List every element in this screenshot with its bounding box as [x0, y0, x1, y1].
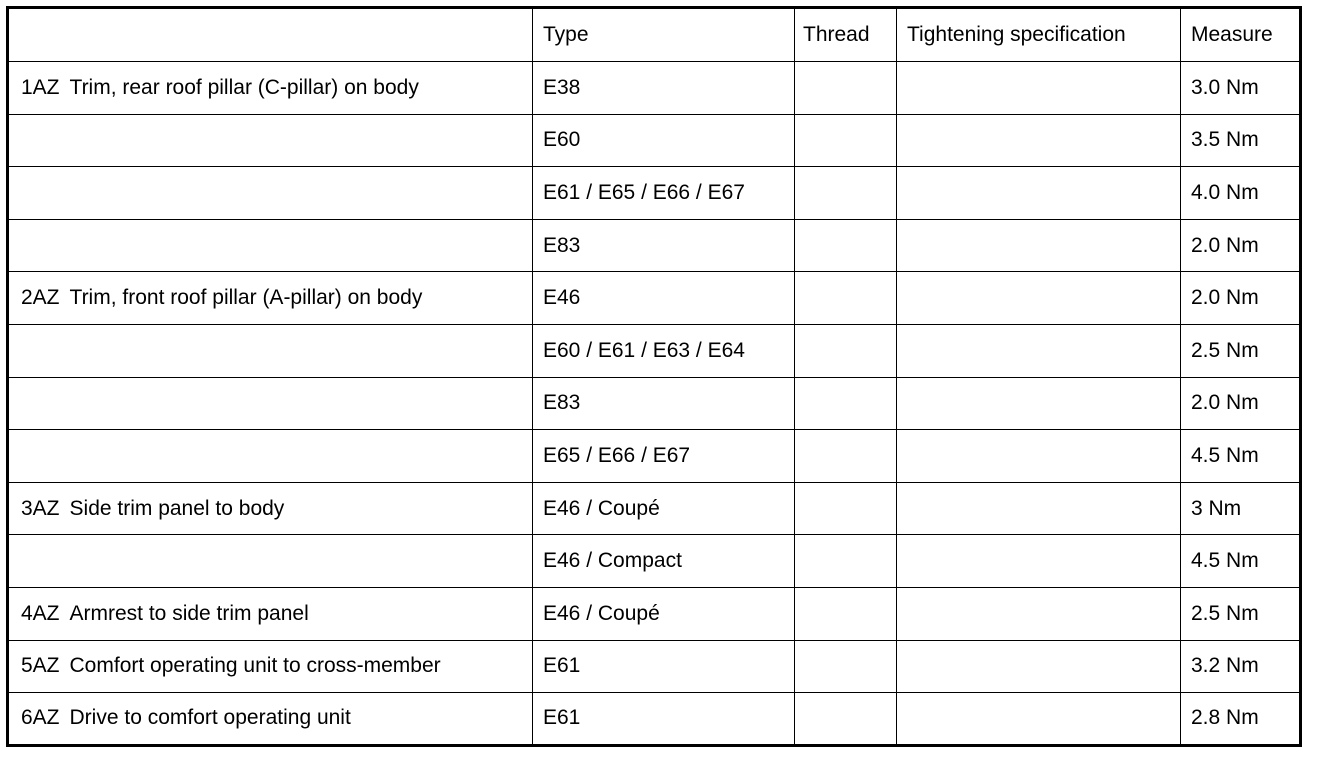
measure-cell: 3.2 Nm: [1181, 640, 1301, 693]
item-cell: [8, 167, 533, 220]
type-cell: E83: [533, 377, 795, 430]
item-id: 1AZ: [21, 75, 60, 99]
table-row: [8, 640, 1301, 693]
type-cell: E61 / E65 / E66 / E67: [533, 167, 795, 220]
tightening-cell: [897, 272, 1181, 325]
thread-cell: [795, 324, 897, 377]
thread-cell: [795, 430, 897, 483]
table-row: [8, 324, 1301, 377]
item-cell: [8, 272, 533, 325]
measure-cell: 4.0 Nm: [1181, 167, 1301, 220]
thread-cell: [795, 587, 897, 640]
item-cell: [8, 114, 533, 167]
tightening-cell: [897, 430, 1181, 483]
tightening-spec-table: [6, 6, 1302, 747]
item-id: 2AZ: [21, 286, 60, 310]
measure-cell: 2.0 Nm: [1181, 377, 1301, 430]
type-cell: E65 / E66 / E67: [533, 430, 795, 483]
item-cell: [8, 430, 533, 483]
type-cell: E46 / Coupé: [533, 587, 795, 640]
item-description: Trim, front roof pillar (A-pillar) on body: [69, 286, 423, 310]
tightening-cell: [897, 114, 1181, 167]
thread-cell: [795, 535, 897, 588]
tightening-cell: [897, 482, 1181, 535]
table-row: [8, 430, 1301, 483]
measure-cell: 4.5 Nm: [1181, 535, 1301, 588]
thread-cell: [795, 62, 897, 115]
thread-cell: [795, 219, 897, 272]
item-id: 4AZ: [21, 601, 60, 625]
measure-cell: 4.5 Nm: [1181, 430, 1301, 483]
item-cell: [8, 482, 533, 535]
table-row: [8, 167, 1301, 220]
tightening-cell: [897, 693, 1181, 746]
header-measure: Measure: [1181, 8, 1301, 62]
table-row: [8, 62, 1301, 115]
header-tightening-specification: Tightening specification: [897, 8, 1181, 62]
tightening-cell: [897, 62, 1181, 115]
item-cell: [8, 62, 533, 115]
table-row: [8, 219, 1301, 272]
table-row: [8, 272, 1301, 325]
thread-cell: [795, 272, 897, 325]
item-cell: [8, 324, 533, 377]
item-description: Trim, rear roof pillar (C-pillar) on body: [69, 75, 419, 99]
item-cell: [8, 587, 533, 640]
item-description: Side trim panel to body: [69, 496, 285, 520]
thread-cell: [795, 377, 897, 430]
thread-cell: [795, 114, 897, 167]
table-row: [8, 377, 1301, 430]
type-cell: E46: [533, 272, 795, 325]
type-cell: E60: [533, 114, 795, 167]
thread-cell: [795, 167, 897, 220]
tightening-cell: [897, 587, 1181, 640]
thread-cell: [795, 693, 897, 746]
tightening-cell: [897, 219, 1181, 272]
measure-cell: 2.5 Nm: [1181, 324, 1301, 377]
table-row: [8, 693, 1301, 746]
item-cell: [8, 535, 533, 588]
item-description: Armrest to side trim panel: [69, 601, 309, 625]
tightening-cell: [897, 535, 1181, 588]
measure-cell: 2.5 Nm: [1181, 587, 1301, 640]
measure-cell: 3.0 Nm: [1181, 62, 1301, 115]
item-cell: [8, 640, 533, 693]
header-type: Type: [533, 8, 795, 62]
measure-cell: 3 Nm: [1181, 482, 1301, 535]
tightening-cell: [897, 324, 1181, 377]
measure-cell: 2.0 Nm: [1181, 219, 1301, 272]
tightening-cell: [897, 640, 1181, 693]
table-body: [8, 8, 1301, 746]
item-id: 5AZ: [21, 654, 60, 678]
thread-cell: [795, 640, 897, 693]
item-description: Drive to comfort operating unit: [69, 706, 351, 730]
table-row: [8, 535, 1301, 588]
measure-cell: 2.8 Nm: [1181, 693, 1301, 746]
table-row: [8, 114, 1301, 167]
measure-cell: 3.5 Nm: [1181, 114, 1301, 167]
type-cell: E46 / Coupé: [533, 482, 795, 535]
tightening-cell: [897, 377, 1181, 430]
item-cell: [8, 377, 533, 430]
table-row: [8, 482, 1301, 535]
type-cell: E61: [533, 693, 795, 746]
type-cell: E83: [533, 219, 795, 272]
table-row: [8, 587, 1301, 640]
type-cell: E60 / E61 / E63 / E64: [533, 324, 795, 377]
header-item: [8, 8, 533, 62]
item-cell: [8, 219, 533, 272]
item-cell: [8, 693, 533, 746]
item-id: 3AZ: [21, 496, 60, 520]
item-description: Comfort operating unit to cross-member: [69, 654, 441, 678]
tightening-cell: [897, 167, 1181, 220]
header-row: [8, 8, 1301, 62]
header-thread: Thread: [795, 8, 897, 62]
type-cell: E38: [533, 62, 795, 115]
measure-cell: 2.0 Nm: [1181, 272, 1301, 325]
type-cell: E61: [533, 640, 795, 693]
item-id: 6AZ: [21, 706, 60, 730]
type-cell: E46 / Compact: [533, 535, 795, 588]
thread-cell: [795, 482, 897, 535]
